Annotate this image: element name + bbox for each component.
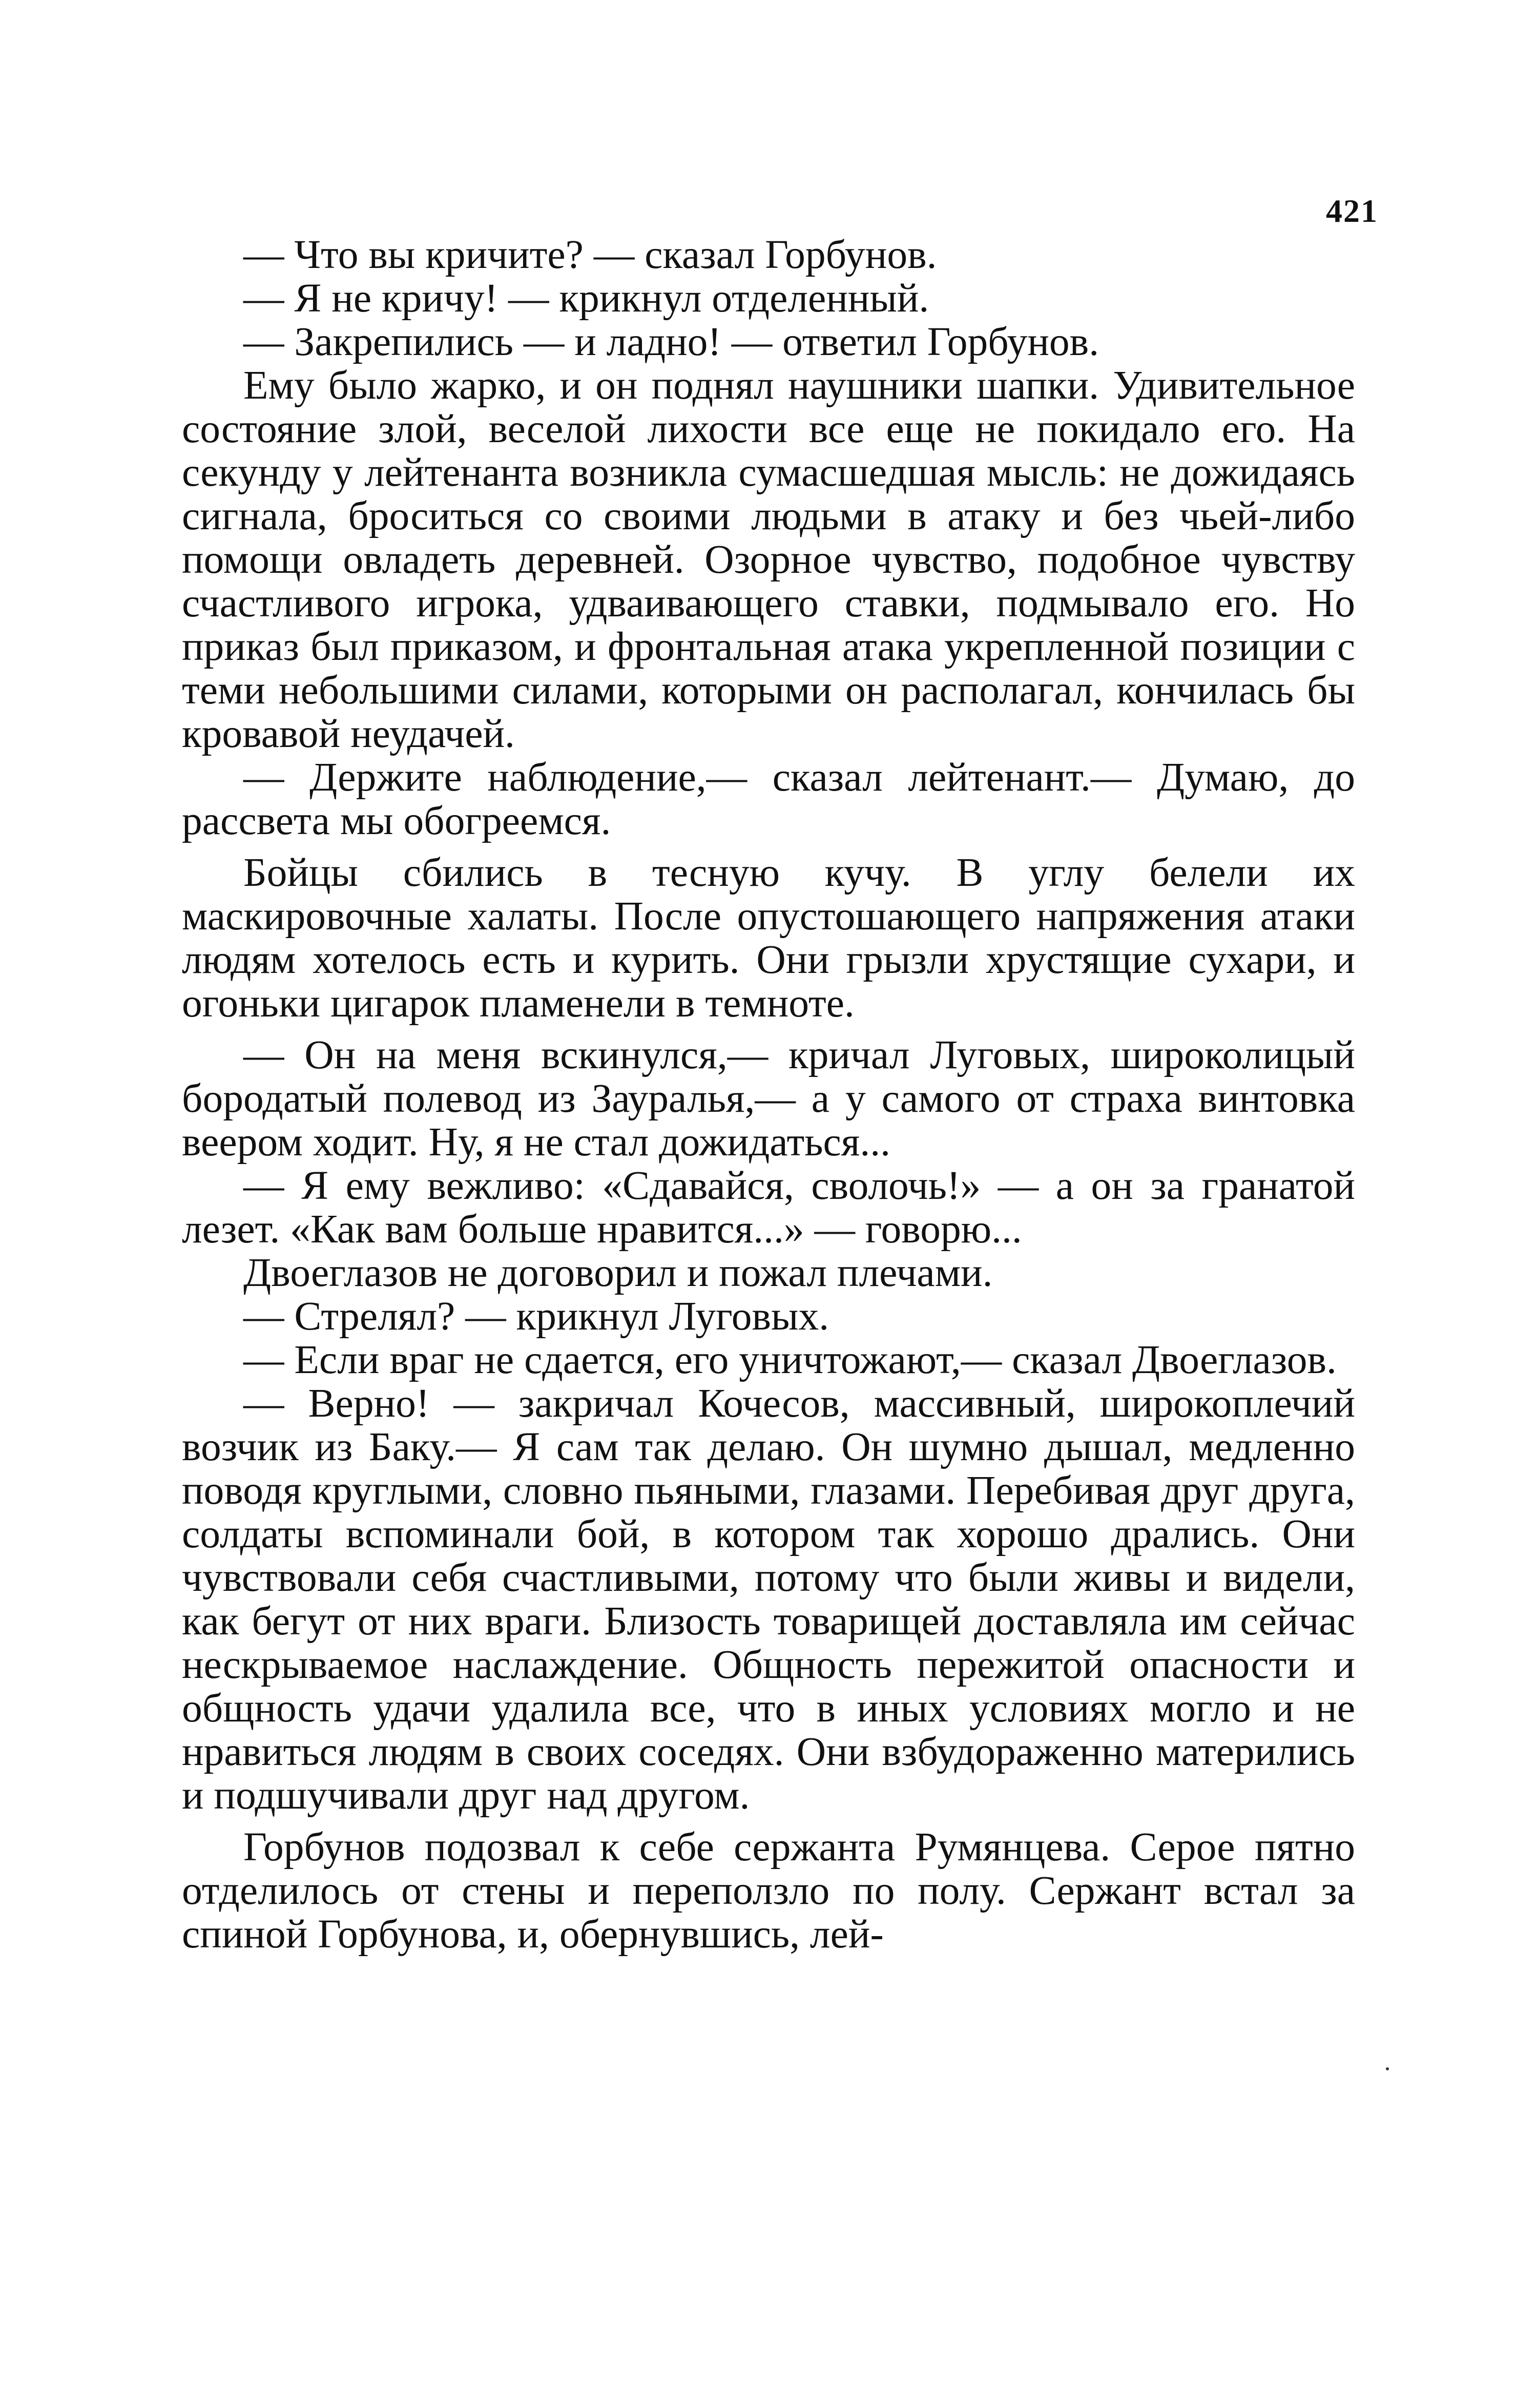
paragraph-1: — Что вы кричите? — сказал Горбунов. [243, 232, 937, 277]
paragraph-5: — Держите наблюдение,— сказал лейтенант.— Думаю, до рассвета мы обогреемся. [182, 755, 1355, 843]
paragraph-2: — Я не кричу! — крикнул отделенный. [243, 276, 929, 321]
paragraph-7: — Он на меня вскинулся,— кричал Луговых, широколицый бородатый полевод из Зауралья,— а у самого от страха винтовка веером ходит. Ну, я не стал дожидаться... [182, 1032, 1355, 1165]
paragraph-11: — Если враг не сдается, его уничтожают,— сказал Двоеглазов. [243, 1337, 1337, 1382]
paragraph-9: Двоеглазов не договорил и пожал плечами. [243, 1250, 993, 1295]
stray-dot-mark [1386, 2067, 1389, 2070]
page-number: 421 [1326, 193, 1378, 229]
paragraph-13: Горбунов подозвал к себе сержанта Румянцева. Серое пятно отделилось от стены и переползло по полу. Сержант встал за спиной Горбунова, и, обернувшись, лей- [182, 1824, 1355, 1957]
paragraph-4: Ему было жарко, и он поднял наушники шапки. Удивительное состояние злой, веселой лихости все еще не покидало его. На секунду у лейтенанта возникла сумасшедшая мысль: не дожидаясь сигнала, броситься со своими людьми в атаку и без чьей-либо помощи овладеть деревней. Озорное чувство, подобное чувству счастливого игрока, удваивающего ставки, подмывало его. Но приказ был приказом, и фронтальная атака укрепленной позиции с теми небольшими силами, которыми он располагал, кончилась бы кровавой неудачей. [182, 363, 1355, 756]
paragraph-10: — Стрелял? — крикнул Луговых. [243, 1294, 829, 1339]
paragraph-6: Бойцы сбились в тесную кучу. В углу белели их маскировочные халаты. После опустошающего напряжения атаки людям хотелось есть и курить. Они грызли хрустящие сухари, и огоньки цигарок пламенели в темноте. [182, 850, 1355, 1026]
paragraph-3: — Закрепились — и ладно! — ответил Горбунов. [243, 319, 1099, 364]
body-text [182, 233, 1355, 1956]
paragraph-12: — Верно! — закричал Кочесов, массивный, широкоплечий возчик из Баку.— Я сам так делаю. Он шумно дышал, медленно поводя круглыми, словно пьяными, глазами. Перебивая друг друга, солдаты вспоминали бой, в котором так хорошо дрались. Они чувствовали себя счастливыми, потому что были живы и видели, как бегут от них враги. Близость товарищей доставляла им сейчас нескрываемое наслаждение. Общность пережитой опасности и общность удачи удалила все, что в иных условиях могло и не нравиться людям в своих соседях. Они взбудораженно матерились и подшучивали друг над другом. [182, 1381, 1355, 1818]
paragraph-8: — Я ему вежливо: «Сдавайся, сволочь!» — а он за гранатой лезет. «Как вам больше нравится...» — говорю... [182, 1163, 1355, 1252]
